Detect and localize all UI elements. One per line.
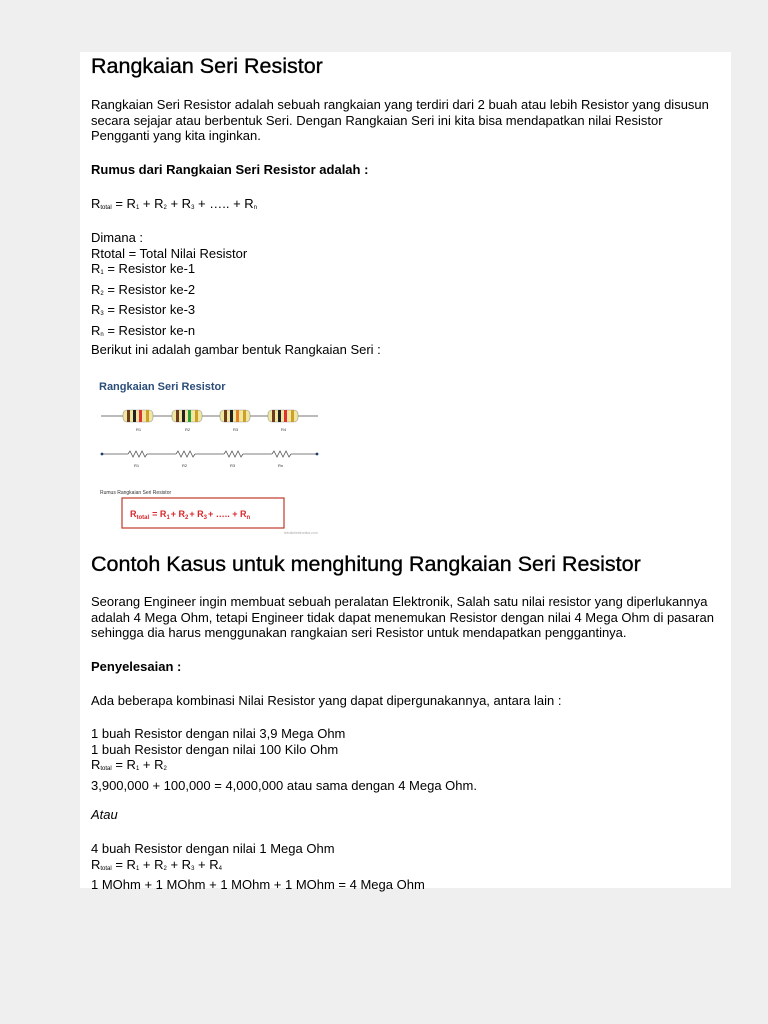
dimana-item: Rn = Resistor ke-n <box>91 322 196 338</box>
intro-line: Rangkaian Seri Resistor adalah sebuah rangkaian yang terdiri dari 2 buah atau lebih Resistor yang disusun <box>91 97 709 112</box>
dimana-label: Dimana : <box>91 230 144 245</box>
bottom-label: R2 <box>182 463 188 468</box>
top-label: R1 <box>136 427 142 432</box>
example-1 <box>91 726 477 793</box>
top-label: R3 <box>233 427 239 432</box>
page-title: Rangkaian Seri Resistor <box>91 54 323 78</box>
example-formula: Rtotal = R1 + R2 + R3 + R4 <box>91 856 222 872</box>
dimana-item: R1 = Resistor ke-1 <box>91 261 196 277</box>
intro-line: secara sejajar atau berbentuk Seri. Dengan Rangkaian Seri ini kita bisa mendapatkan nilai Resistor <box>91 112 663 128</box>
series-resistor-figure <box>96 372 328 538</box>
top-label: R4 <box>281 427 287 432</box>
resistor-symbol-3 <box>220 410 250 422</box>
figure-intro: Berikut ini adalah gambar bentuk Rangkaian Seri : <box>91 342 381 357</box>
case-paragraph <box>91 594 714 641</box>
example-line: 1 buah Resistor dengan nilai 100 Kilo Ohm <box>91 741 339 757</box>
zigzag-resistor-row <box>102 451 317 457</box>
dimana-item: R2 = Resistor ke-2 <box>91 281 196 297</box>
bottom-label: Rn <box>278 463 284 468</box>
case-line: Seorang Engineer ingin membuat sebuah peralatan Elektronik, Salah satu nilai resistor yang diperlukannya <box>91 594 708 609</box>
document-page <box>80 52 731 893</box>
figure-title: Rangkaian Seri Resistor <box>99 381 226 393</box>
formula-line: Rtotal = R1 + R2 + R3 + ….. + Rn <box>91 196 258 211</box>
top-label: R2 <box>185 427 191 432</box>
intro-paragraph <box>91 97 709 144</box>
watermark: teknikelektronika.com <box>284 531 318 535</box>
case-line: sehingga dia harus menggunakan rangkaian seri Resistor untuk mendapatkan penggantinya. <box>91 625 627 641</box>
example-formula: Rtotal = R1 + R2 <box>91 757 167 773</box>
dimana-rtotal: Rtotal = Total Nilai Resistor <box>91 245 248 261</box>
intro-line: Pengganti yang kita inginkan. <box>91 128 261 144</box>
penyelesaian-heading: Penyelesaian : <box>91 659 182 674</box>
bottom-label: R3 <box>230 463 236 468</box>
example-calc: 3,900,000 + 100,000 = 4,000,000 atau sama dengan 4 Mega Ohm. <box>91 777 477 793</box>
resistor-symbol-2 <box>172 410 202 422</box>
atau-label: Atau <box>91 807 118 822</box>
terminal-dot-left <box>101 453 104 456</box>
dimana-item: R3 = Resistor ke-3 <box>91 302 196 318</box>
rumus-label: Rumus Rangkaian Seri Resistor <box>100 490 172 496</box>
resistor-symbol-1 <box>123 410 153 422</box>
section-title: Contoh Kasus untuk menghitung Rangkaian Seri Resistor <box>91 552 641 576</box>
case-line: adalah 4 Mega Ohm, tetapi Engineer tidak dapat menemukan Resistor dengan nilai 4 Mega Ohm di pasaran <box>91 609 714 625</box>
kombinasi-line: Ada beberapa kombinasi Nilai Resistor yang dapat dipergunakannya, antara lain : <box>91 693 562 708</box>
example-calc: 1 MOhm + 1 MOhm + 1 MOhm + 1 MOhm = 4 Mega Ohm <box>91 877 425 893</box>
dimana-block <box>91 230 247 344</box>
terminal-dot-right <box>316 453 319 456</box>
example-line: 4 buah Resistor dengan nilai 1 Mega Ohm <box>91 841 335 856</box>
resistor-symbol-4 <box>268 410 298 422</box>
formula-heading: Rumus dari Rangkaian Seri Resistor adalah : <box>91 162 369 177</box>
example-2 <box>91 841 425 893</box>
formula-box-text: $R_{total} = R_1+ R_2+ R_3+$ ….. + $R_n$ <box>130 509 251 521</box>
example-line: 1 buah Resistor dengan nilai 3,9 Mega Ohm <box>91 726 346 741</box>
bottom-label: R1 <box>134 463 140 468</box>
